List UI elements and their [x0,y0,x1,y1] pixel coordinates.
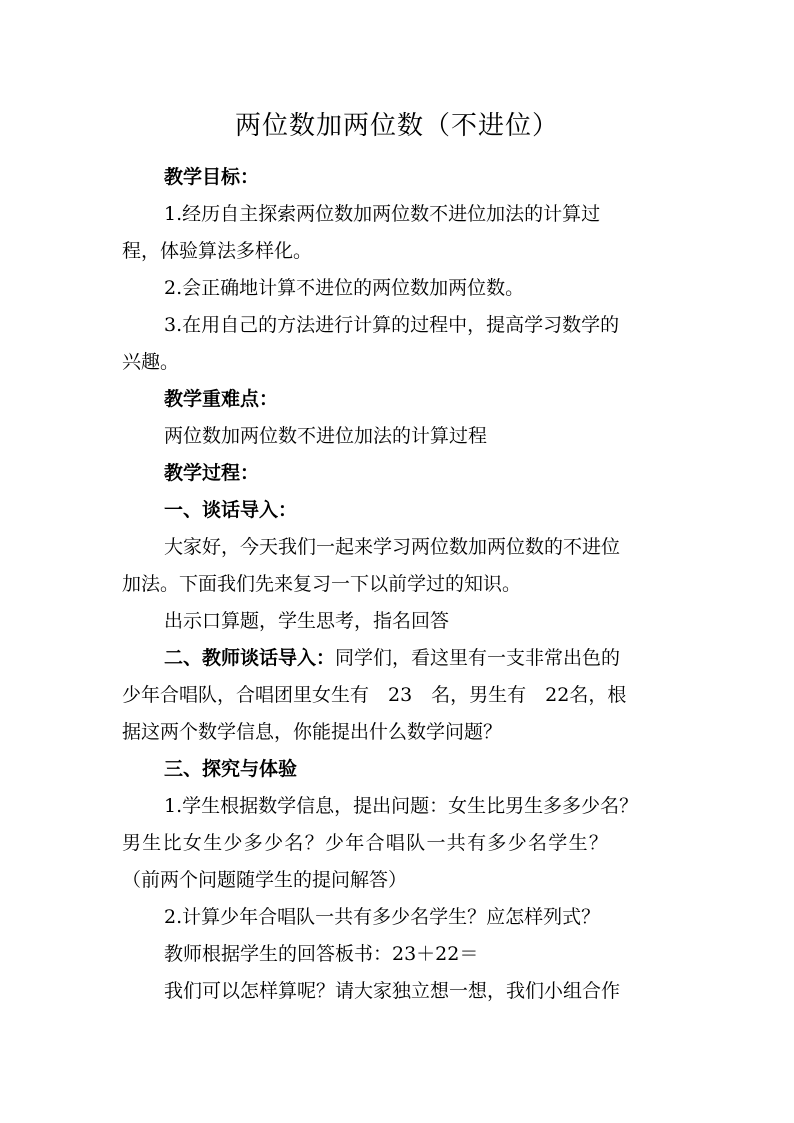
goal-3-line-2: 兴趣。 [122,351,180,373]
goal-3-line-1: 3.在用自己的方法进行计算的过程中，提高学习数学的 [164,314,620,336]
section-heading-process: 教学过程： [164,462,260,484]
step-2-line-3: 据这两个数学信息，你能提出什么数学问题？ [122,721,503,743]
step-3-paragraph-1-line-2: 男生比女生少多少名？少年合唱队一共有多少名学生？ [122,832,610,854]
step-1-heading: 一、谈话导入： [164,499,298,521]
step-3-paragraph-1-line-3: （前两个问题随学生的提问解答） [122,869,408,891]
goal-2: 2.会正确地计算不进位的两位数加两位数。 [164,277,525,299]
key-points-text: 两位数加两位数不进位加法的计算过程 [164,425,488,447]
step-1-paragraph-1-line-1: 大家好，今天我们一起来学习两位数加两位数的不进位 [164,536,621,558]
step-2-line-1 [164,645,678,671]
step-3-paragraph-4: 我们可以怎样算呢？请大家独立想一想，我们小组合作 [164,980,621,1002]
step-3-heading: 三、探究与体验 [164,758,298,780]
document-title: 两位数加两位数（不进位） [234,111,559,141]
goal-1-line-1: 1.经历自主探索两位数加两位数不进位加法的计算过 [164,203,601,225]
goal-1-line-2: 程，体验算法多样化。 [122,240,313,262]
step-3-paragraph-2: 2.计算少年合唱队一共有多少名学生？应怎样列式？ [164,906,601,928]
step-2-heading: 二、教师谈话导入： [164,647,336,669]
step-3-paragraph-1-line-1: 1.学生根据数学信息，提出问题：女生比男生多多少名？ [164,795,639,817]
step-1-paragraph-2: 出示口算题，学生思考，指名回答 [164,610,450,632]
step-2-text: 同学们，看这里有一支非常出色的 [335,647,621,669]
step-3-paragraph-3: 教师根据学生的回答板书：23＋22＝ [164,943,479,965]
section-heading-goals: 教学目标： [164,166,260,188]
step-2-line-2: 少年合唱队，合唱团里女生有 23 名，男生有 22名，根 [122,684,627,706]
section-heading-key-points: 教学重难点： [164,388,279,410]
step-1-paragraph-1-line-2: 加法。下面我们先来复习一下以前学过的知识。 [122,573,522,595]
